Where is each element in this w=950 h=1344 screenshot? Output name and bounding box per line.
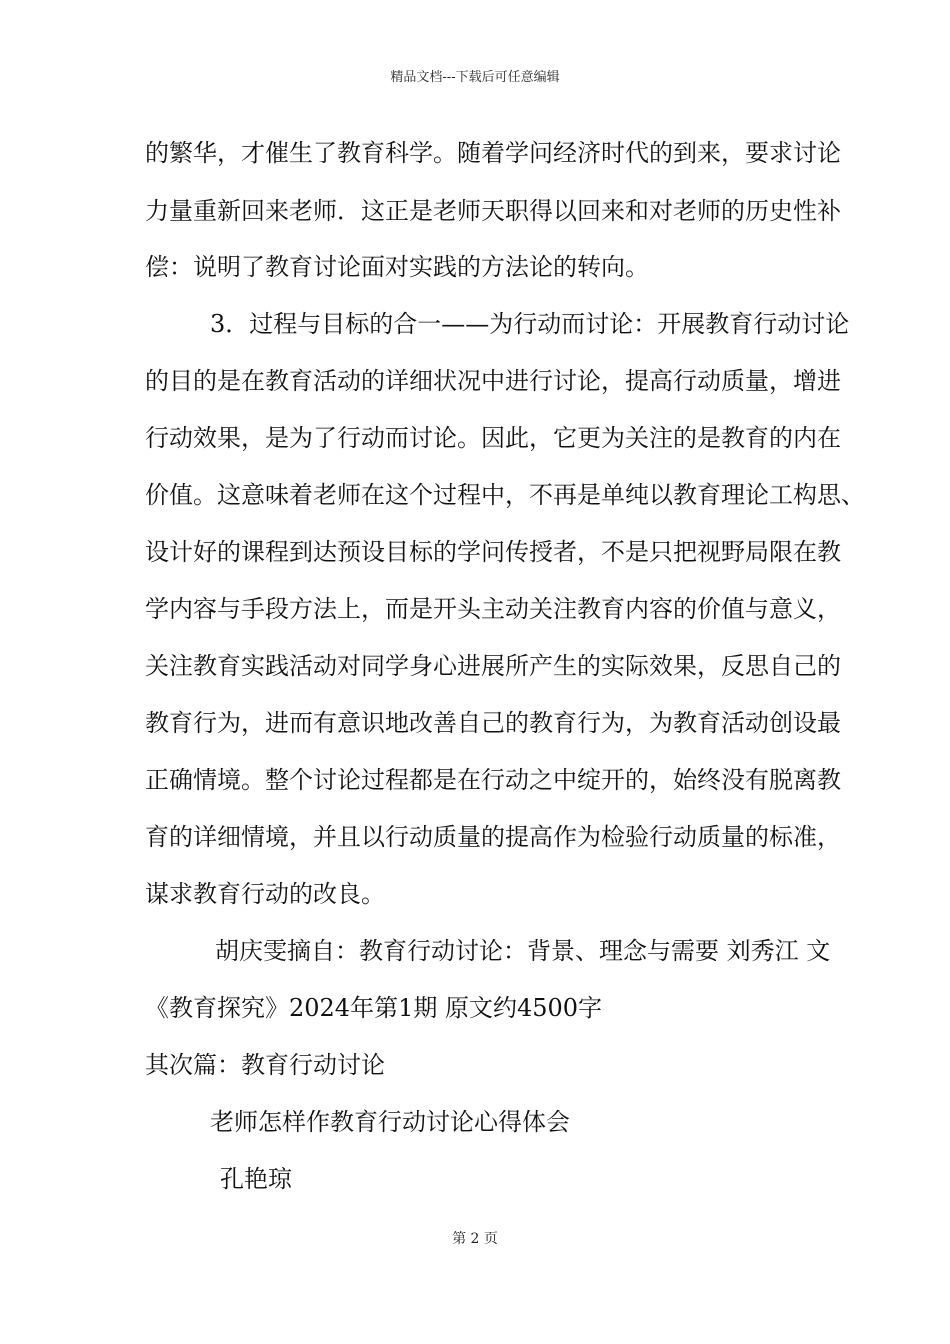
body-line-5: 的目的是在教育活动的详细状况中进行讨论，提高行动质量，增进: [145, 367, 841, 395]
body-line-8: 设计好的课程到达预设目标的学问传授者，不是只把视野局限在教: [145, 538, 841, 566]
body-line-6: 行动效果，是为了行动而讨论。因此，它更为关注的是教育的内在: [145, 424, 841, 452]
body-line-9: 学内容与手段方法上，而是开头主动关注教育内容的价值与意义，: [145, 595, 841, 623]
body-line-3: 偿：说明了教育讨论面对实践的方法论的转向。: [145, 253, 649, 281]
article-title: 老师怎样作教育行动讨论心得体会: [210, 1108, 570, 1136]
body-line-12: 正确情境。整个讨论过程都是在行动之中绽开的，始终没有脱离教: [145, 766, 841, 794]
body-line-11: 教育行为，进而有意识地改善自己的教育行为，为教育活动创设最: [145, 709, 841, 737]
citation-line-1: 胡庆雯摘自：教育行动讨论：背景、理念与需要 刘秀江 文: [215, 937, 831, 965]
body-line-1: 的繁华，才催生了教育科学。随着学问经济时代的到来，要求讨论: [145, 139, 841, 167]
body-line-2: 力量重新回来老师．这正是老师天职得以回来和对老师的历史性补: [145, 197, 841, 225]
page-header: 精品文档---下载后可任意编辑: [390, 70, 560, 85]
body-line-4: 3．过程与目标的合一——为行动而讨论：开展教育行动讨论: [210, 310, 850, 338]
body-line-10: 关注教育实践活动对同学身心进展所产生的实际效果，反思自己的: [145, 652, 841, 680]
page-number: 第 2 页: [452, 1231, 498, 1247]
citation-line-2: 《教育探究》2024年第1期 原文约4500字: [145, 994, 603, 1022]
body-line-13: 育的详细情境，并且以行动质量的提高作为检验行动质量的标准，: [145, 823, 841, 851]
body-line-14: 谋求教育行动的改良。: [145, 880, 385, 908]
section-heading: 其次篇：教育行动讨论: [145, 1051, 385, 1079]
body-line-7: 价值。这意味着老师在这个过程中，不再是单纯以教育理论工构思、: [145, 481, 865, 509]
article-author: 孔艳琼: [220, 1165, 292, 1193]
